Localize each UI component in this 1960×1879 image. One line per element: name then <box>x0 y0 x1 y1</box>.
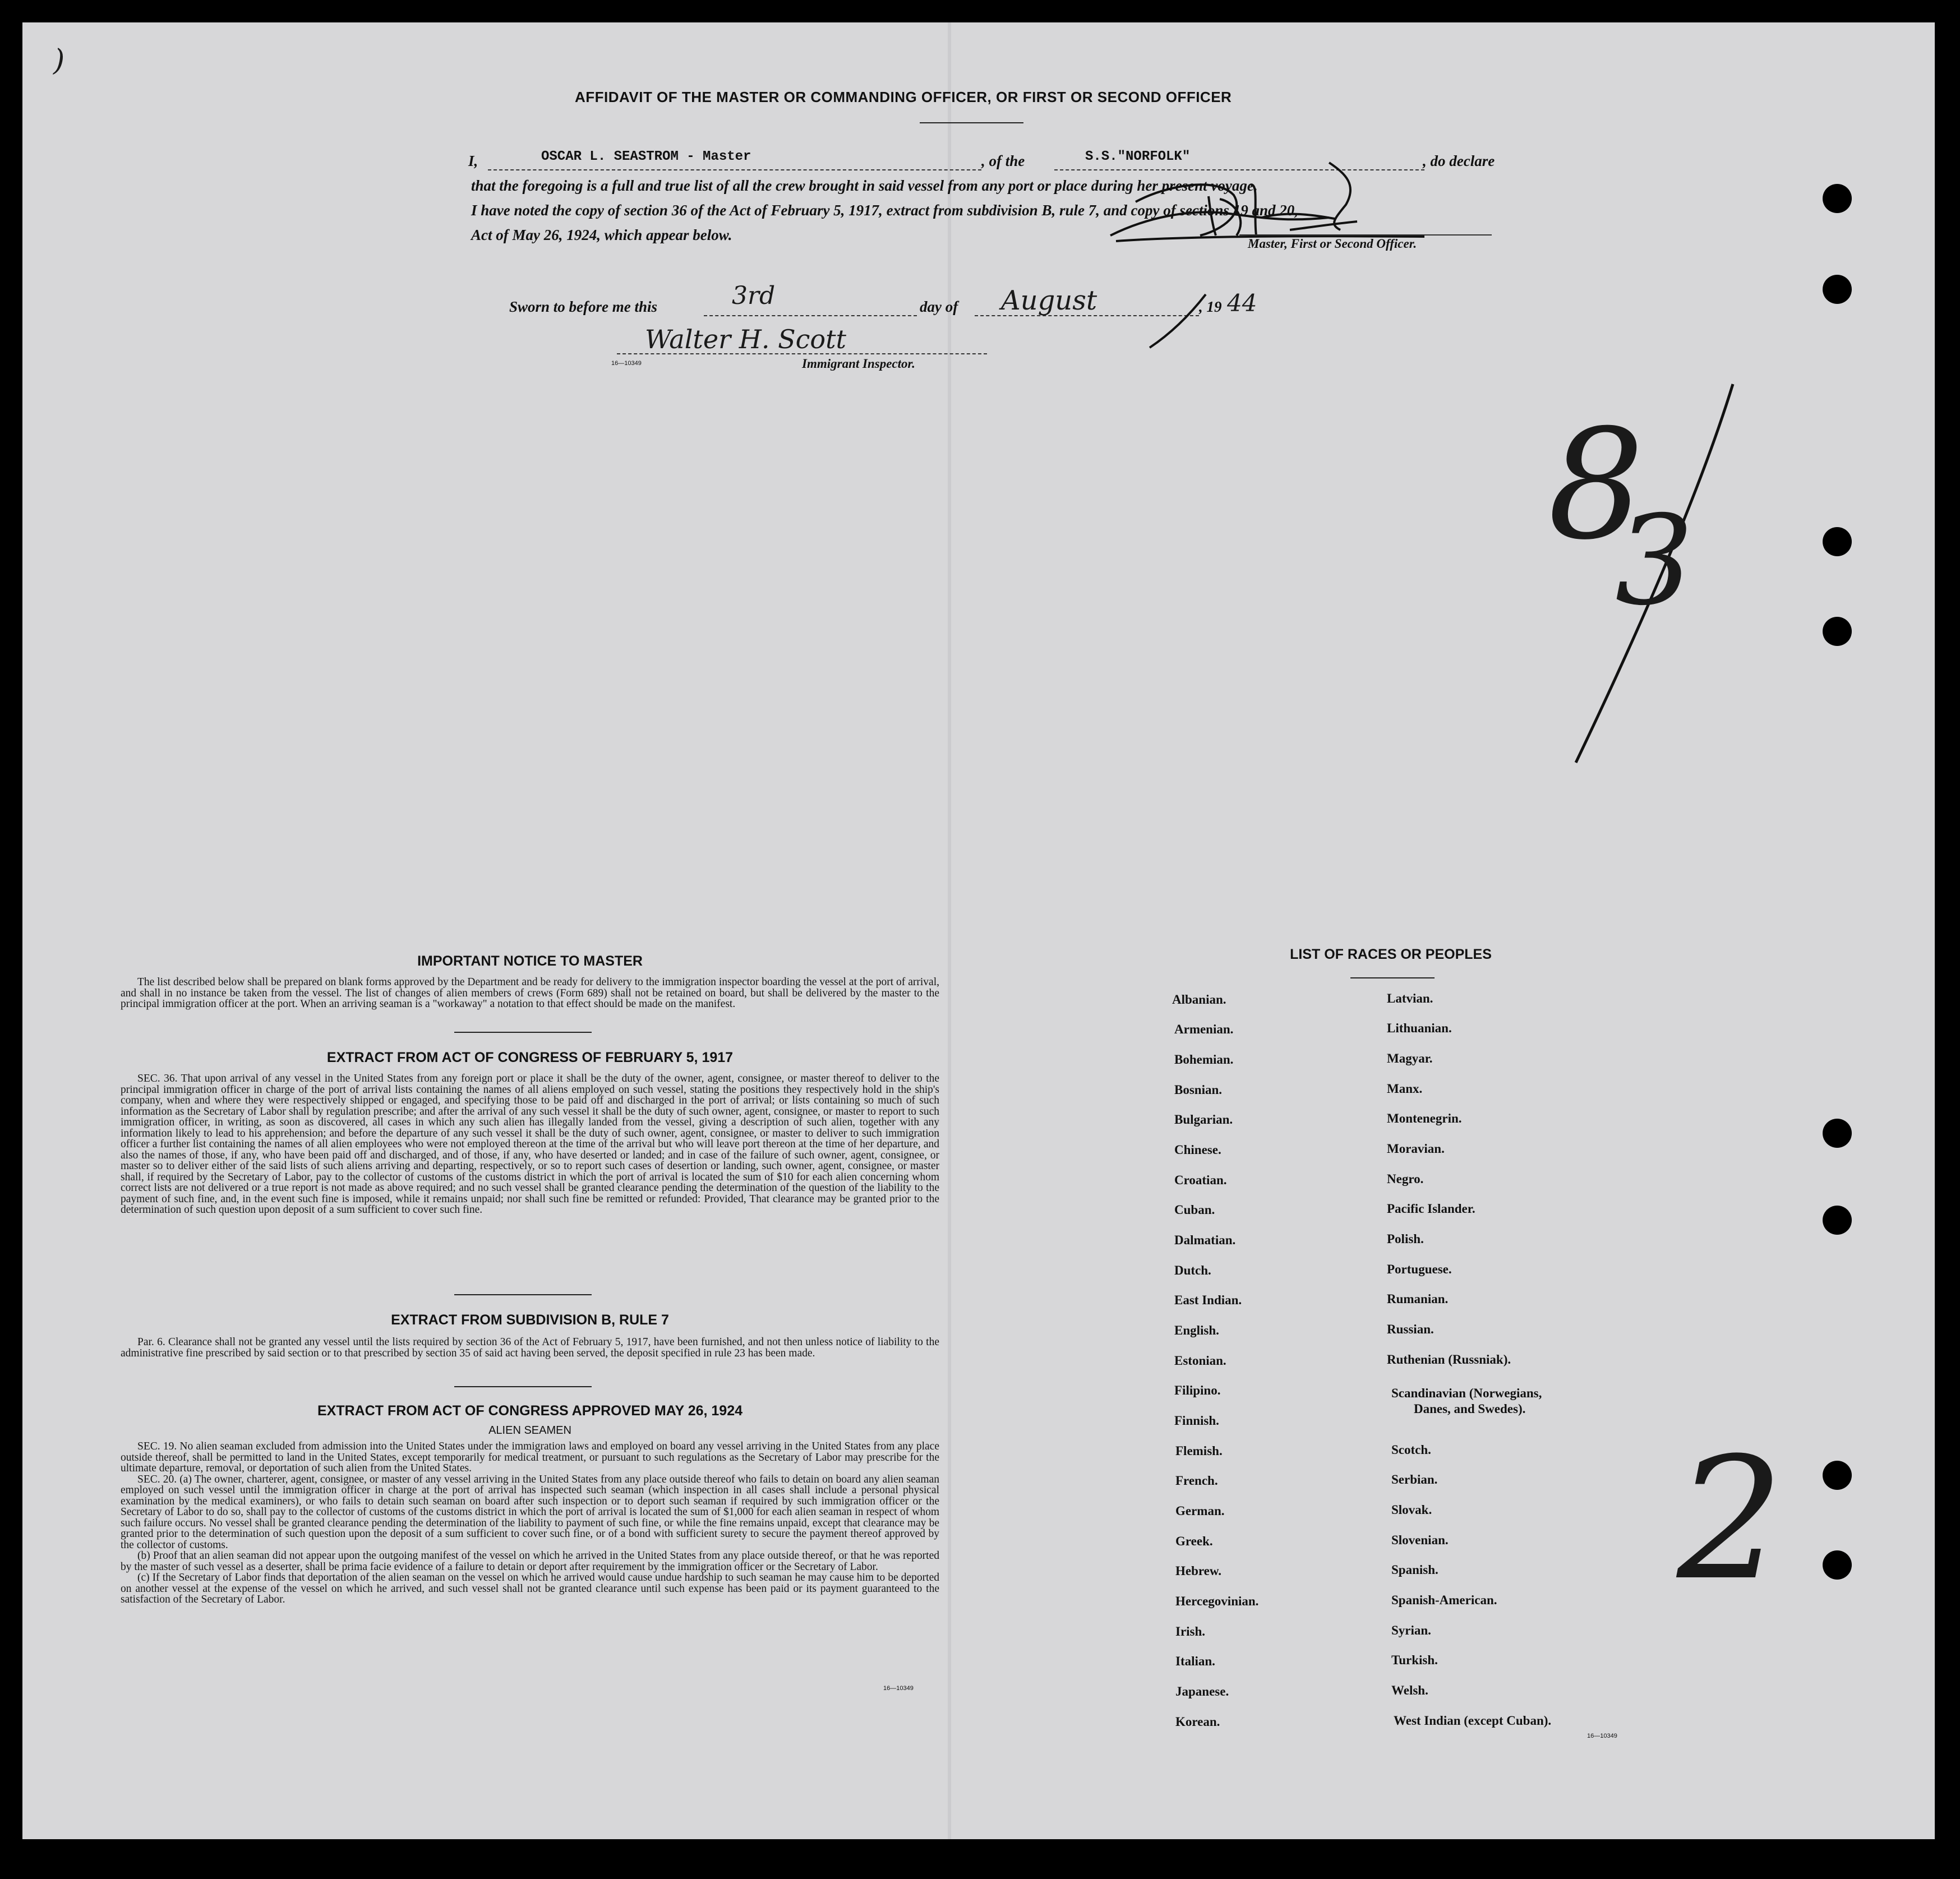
year-prefix: , 19 <box>1199 298 1222 315</box>
race-item: Cuban. <box>1174 1203 1215 1217</box>
extract-1917-text <box>121 1073 939 1216</box>
notice-title: IMPORTANT NOTICE TO MASTER <box>417 953 643 969</box>
race-item: Slovenian. <box>1391 1533 1449 1547</box>
race-item: West Indian (except Cuban). <box>1394 1714 1552 1728</box>
punch-hole <box>1823 1119 1852 1148</box>
notice-text <box>121 977 939 1010</box>
page-number: 2 <box>1677 1421 1784 1617</box>
divider <box>454 1032 592 1033</box>
sworn-label: Sworn to before me this <box>509 298 658 315</box>
of-the-label: , of the <box>981 153 1025 169</box>
race-item: Hebrew. <box>1175 1564 1221 1578</box>
race-item: Dutch. <box>1174 1263 1211 1277</box>
race-item: Filipino. <box>1174 1383 1221 1397</box>
corner-mark: ) <box>53 44 65 77</box>
race-item: Magyar. <box>1387 1051 1433 1065</box>
page-fold <box>948 22 951 1839</box>
race-item: Irish. <box>1175 1624 1206 1638</box>
do-declare-label: , do declare <box>1423 153 1495 169</box>
race-item: Slovak. <box>1391 1503 1432 1517</box>
notice-paragraph: The list described below shall be prepared on blank forms approved by the Department and be ready for delivery to the immigration inspector boarding the vessel at the port of arrival, and shall in no instance be taken from the vessel. The list of changes of alien members of crews (Form 689) shall not be retained on board, but shall be delivered by the master to the principal immigration officer at the port. When an arriving seaman is a "workaway" a notation to that effect should be made on the manifest. <box>121 976 939 1010</box>
extract-rule7-title: EXTRACT FROM SUBDIVISION B, RULE 7 <box>391 1312 669 1328</box>
race-item: Welsh. <box>1391 1683 1428 1697</box>
name-blank <box>488 169 981 170</box>
punch-hole <box>1823 527 1852 556</box>
affidavit-title: AFFIDAVIT OF THE MASTER OR COMMANDING OFFICER, OR FIRST OR SECOND OFFICER <box>575 89 1232 105</box>
race-item: Chinese. <box>1174 1143 1221 1157</box>
race-item: Turkish. <box>1391 1653 1438 1667</box>
race-item: Bosnian. <box>1174 1083 1223 1097</box>
extract-rule7-text <box>121 1337 939 1359</box>
section-20b-paragraph: (b) Proof that an alien seaman did not appear upon the outgoing manifest of the vessel on which he arrived in the United States from any place outside thereof, or that he was reported by the master of such vessel as a deserter, shall be prima facie evidence of a failure to detain or deport after requirement by the immigration officer or the Secretary of Labor. <box>121 1550 939 1573</box>
month-value: August <box>1001 285 1097 316</box>
i-label: I, <box>468 153 478 169</box>
signature-caption: Master, First or Second Officer. <box>1248 237 1417 251</box>
race-item: Rumanian. <box>1387 1292 1449 1306</box>
race-item: Ruthenian (Russniak). <box>1387 1352 1511 1366</box>
master-name: OSCAR L. SEASTROM - Master <box>541 149 751 164</box>
form-number-left: 16—10349 <box>883 1685 914 1692</box>
declaration-line-4: Act of May 26, 1924, which appear below. <box>471 227 732 243</box>
race-item: Armenian. <box>1174 1022 1234 1036</box>
race-item: Manx. <box>1387 1082 1423 1096</box>
race-item: Croatian. <box>1174 1173 1227 1187</box>
race-item: Scandinavian (Norwegians, <box>1391 1386 1542 1400</box>
section-20c-paragraph: (c) If the Secretary of Labor finds that deportation of the alien seaman on the vessel on which he arrived would cause undue hardship to such seaman he may cause him to be deported on another vessel at the expense of the vessel on which he arrived, and such vessel shall not be granted clearance until such expense has been paid or its payment guaranteed to the satisfaction of the Secretary of Labor. <box>121 1572 939 1605</box>
races-right-column <box>1387 991 1656 1765</box>
race-item: German. <box>1175 1504 1225 1518</box>
divider <box>454 1386 592 1387</box>
divider <box>454 1294 592 1295</box>
punch-hole <box>1823 1461 1852 1490</box>
declaration-line-2: that the foregoing is a full and true list of all the crew brought in said vessel from any port or place during her present voyage. <box>471 177 1258 194</box>
form-number-top: 16—10349 <box>611 360 642 367</box>
extract-1917-title: EXTRACT FROM ACT OF CONGRESS OF FEBRUARY 5, 1917 <box>326 1050 734 1065</box>
races-left-column <box>1172 992 1340 1766</box>
race-item: Bohemian. <box>1174 1052 1234 1067</box>
race-item: Korean. <box>1175 1715 1220 1729</box>
race-item: Polish. <box>1387 1232 1424 1246</box>
race-item: French. <box>1175 1474 1218 1488</box>
race-item: Hercegovinian. <box>1175 1594 1259 1608</box>
race-item: Italian. <box>1175 1654 1215 1668</box>
vessel-name: S.S."NORFOLK" <box>1085 149 1191 164</box>
day-value: 3rd <box>732 281 776 310</box>
race-item: Montenegrin. <box>1387 1111 1462 1125</box>
section-20a-paragraph: SEC. 20. (a) The owner, charterer, agent, consignee, or master of any vessel arriving in the United States from any place outside thereof who fails to detain on board any alien seaman employed on such vessel until the immigration officer in charge at the port of arrival has inspected such seaman (which inspection in all cases shall include a personal physical examination by the medical examiners), or who fails to detain such seaman on board after such inspection or to deport such seaman if required by such immigration officer or the Secretary of Labor to do so, shall pay to the collector of customs of the customs district in which the port of arrival is located the sum of $1,000 for each alien seaman in respect of whom such failure occurs. No vessel shall be granted clearance pending the determination of the liability to payment of such fine, or while the fine remains unpaid, except that clearance may be granted prior to the determination of such question upon the deposit of a sum sufficient to cover such fine, or of a bond with sufficient surety to secure the payment thereof approved by the collector of customs. <box>121 1473 939 1551</box>
section-19-paragraph: SEC. 19. No alien seaman excluded from admission into the United States under the immigration laws and employed on board any vessel arriving in the United States from any place outside thereof, shall be permitted to land in the United States, except temporarily for medical treatment, or pursuant to such regulations as the Secretary of Labor may prescribe for the ultimate departure, removal, or deportation of such alien from the United States. <box>121 1441 939 1474</box>
check-stroke <box>1144 286 1211 353</box>
punch-hole <box>1823 1550 1852 1580</box>
signature-line <box>1239 234 1492 236</box>
punch-hole <box>1823 617 1852 646</box>
document-page <box>22 22 1935 1839</box>
day-blank <box>704 315 917 316</box>
race-item: Serbian. <box>1391 1472 1438 1486</box>
declaration-line-3: I have noted the copy of section 36 of the Act of February 5, 1917, extract from subdivision B, rule 7, and copy of sections 19 and 20, <box>471 202 1298 219</box>
punch-hole <box>1823 1206 1852 1235</box>
form-number-right: 16—10349 <box>1587 1733 1617 1739</box>
race-item: Latvian. <box>1387 991 1433 1005</box>
day-of-label: day of <box>920 298 958 315</box>
race-item: Pacific Islander. <box>1387 1202 1475 1216</box>
inspector-caption: Immigrant Inspector. <box>802 357 915 371</box>
race-item: Japanese. <box>1175 1684 1229 1698</box>
race-item: Russian. <box>1387 1322 1434 1336</box>
inspector-signature: Walter H. Scott <box>645 324 847 354</box>
race-item: Spanish. <box>1391 1563 1438 1577</box>
race-item: Dalmatian. <box>1174 1233 1236 1247</box>
race-item: Danes, and Swedes). <box>1414 1402 1526 1416</box>
fraction-top: 8 <box>1548 396 1644 573</box>
races-title: LIST OF RACES OR PEOPLES <box>1290 947 1492 962</box>
race-item: Spanish-American. <box>1391 1593 1497 1607</box>
divider <box>1350 977 1435 978</box>
race-item: Lithuanian. <box>1387 1021 1452 1035</box>
alien-seamen-subtitle: ALIEN SEAMEN <box>488 1424 571 1437</box>
section-36-paragraph: SEC. 36. That upon arrival of any vessel in the United States from any foreign port or place it shall be the duty of the owner, agent, consignee, or master thereof to deliver to the principal immigration officer in charge of the port of arrival lists containing the names of all aliens employed on such vessel, stating the positions they respectively hold in the ship's company, when and where they were respectively shipped or engaged, and specifying those to be paid off and discharged in the port of arrival; or lists containing so much of such information as the Secretary of Labor shall by regulation prescribe; and after the arrival of any such vessel it shall be the duty of such owner, agent, consignee, or master to report to such immigration officer, in writing, as soon as discovered, all cases in which any such alien has illegally landed from the vessel, giving a description of such alien, together with any information likely to lead to his apprehension; and before the departure of any such vessel it shall be the duty of such owner, agent, consignee, or master to deliver to such immigration officer a further list containing the names of all alien employees who were not employed thereon at the time of the arrival but who will leave port thereon at the time of her departure, and also the names of those, if any, who have been paid off and discharged, and of those, if any, who have deserted or landed; and in case of the failure of such owner, agent, consignee, or master so to deliver either of the said lists of such aliens arriving and departing, respectively, or so to report such cases of desertion or landing, such owner, agent, consignee, or master shall, if required by the Secretary of Labor, pay to the collector of customs of the customs district in which the port of arrival is located the sum of $10 for each alien concerning whom correct lists are not delivered or a true report is not made as above required; and no such vessel shall be granted clearance pending the determination of the question of the liability to the payment of such fine, and, in the event such fine is imposed, while it remains unpaid; nor shall such fine be remitted or refunded: Provided, That clearance may be granted prior to the determination of such question upon deposit of a sum sufficient to cover such fine. <box>121 1073 939 1216</box>
punch-hole <box>1823 184 1852 213</box>
race-item: Portuguese. <box>1387 1262 1452 1276</box>
race-item: Flemish. <box>1175 1444 1223 1458</box>
race-item: Bulgarian. <box>1174 1112 1233 1127</box>
divider <box>920 122 1023 123</box>
race-item: Syrian. <box>1391 1623 1431 1637</box>
race-item: Scotch. <box>1391 1443 1431 1457</box>
race-item: East Indian. <box>1174 1293 1242 1307</box>
race-item: Estonian. <box>1174 1354 1226 1368</box>
race-item: Negro. <box>1387 1172 1424 1186</box>
race-item: Greek. <box>1175 1534 1213 1548</box>
punch-hole <box>1823 275 1852 304</box>
race-item: Albanian. <box>1172 992 1226 1007</box>
extract-1924-text <box>121 1441 939 1605</box>
race-item: Finnish. <box>1174 1414 1219 1428</box>
race-item: Moravian. <box>1387 1142 1445 1156</box>
paragraph-6: Par. 6. Clearance shall not be granted any vessel until the lists required by section 36 of the Act of February 5, 1917, have been furnished, and not then unless notice of liability to the administrative fine prescribed by said section or to that prescribed by section 35 of said act having been served, the deposit specified in rule 23 has been made. <box>121 1336 939 1359</box>
year-value: 44 <box>1227 289 1257 317</box>
fraction-bottom: 3 <box>1615 489 1694 633</box>
extract-1924-title: EXTRACT FROM ACT OF CONGRESS APPROVED MAY 26, 1924 <box>317 1403 743 1419</box>
race-item: English. <box>1174 1323 1219 1337</box>
